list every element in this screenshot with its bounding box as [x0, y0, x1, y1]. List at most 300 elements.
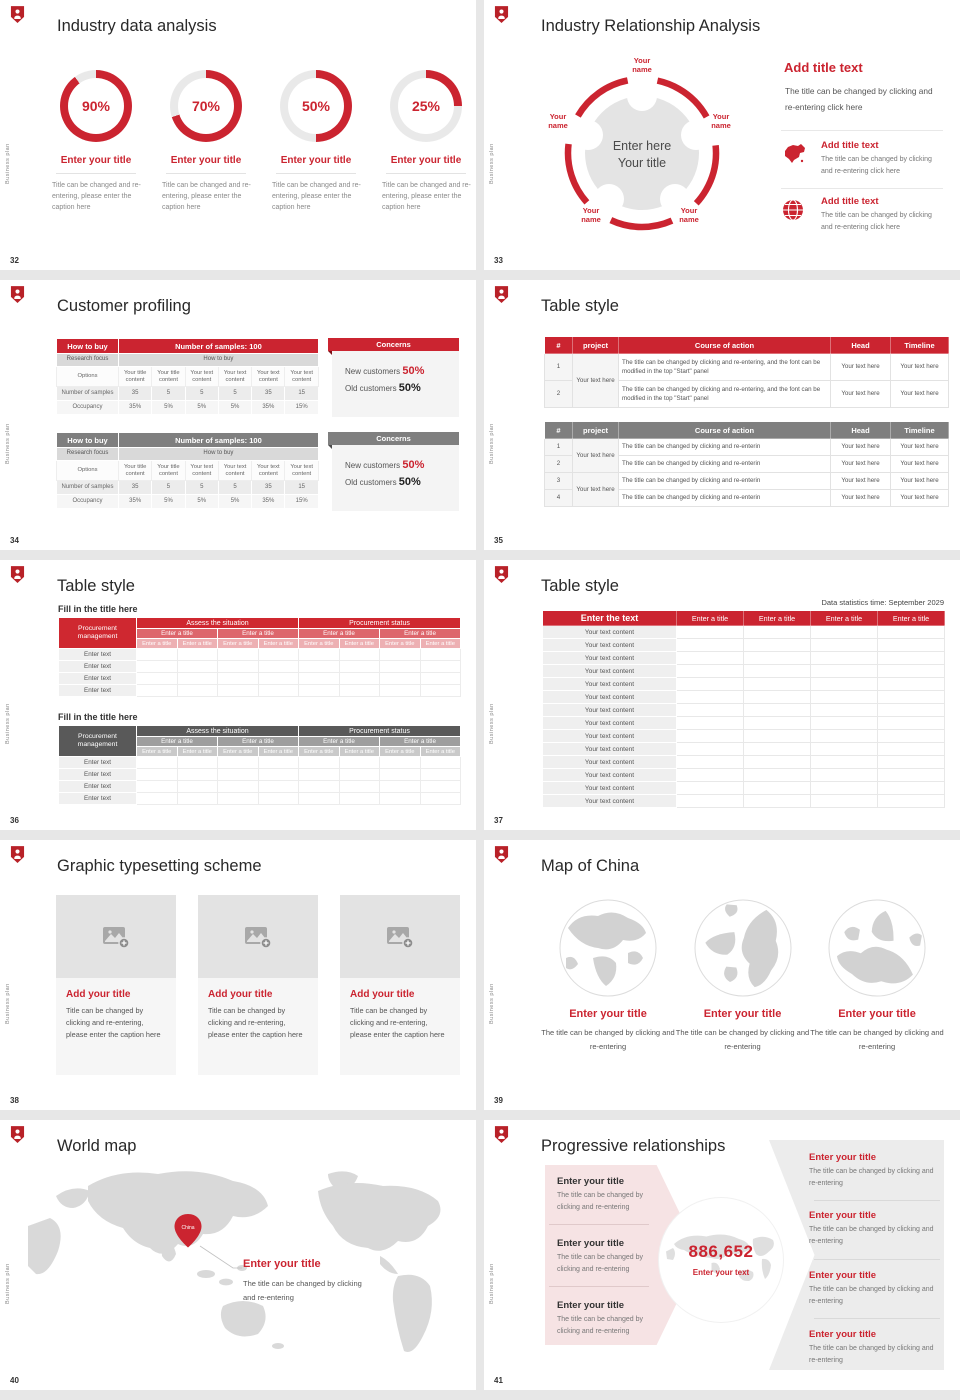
- empty-cell: [380, 769, 421, 781]
- empty-cell: [677, 730, 744, 743]
- head-cell: Your text here: [831, 439, 891, 456]
- empty-cell: [137, 661, 178, 673]
- empty-cell: [878, 743, 945, 756]
- pin-label: China: [181, 1225, 195, 1231]
- empty-cell: [878, 756, 945, 769]
- slide-40-world-map[interactable]: [0, 1120, 476, 1390]
- table-cell: 5%: [218, 495, 251, 509]
- column-header: Timeline: [891, 422, 949, 439]
- slide-35-table-style[interactable]: [484, 280, 960, 550]
- right-item: [809, 1210, 941, 1248]
- shield-logo-icon: [10, 565, 25, 584]
- item-title: Enter your title: [557, 1176, 625, 1187]
- sub-header: Enter a title: [380, 629, 461, 639]
- section-label: Fill in the title here: [58, 712, 138, 722]
- table-cell: Your text content: [218, 367, 251, 387]
- row-number: 3: [545, 473, 573, 490]
- table-cell: 5: [218, 481, 251, 495]
- donut-title: Enter your title: [60, 155, 132, 166]
- empty-cell: [339, 661, 380, 673]
- table-cell: 35%: [252, 495, 285, 509]
- timeline-cell: Your text here: [891, 381, 949, 408]
- empty-cell: [380, 757, 421, 769]
- image-placeholder-icon: [244, 925, 272, 949]
- slide-38-graphic-typesetting[interactable]: [0, 840, 476, 1110]
- item-caption: The title can be changed by clicking and re-entering: [557, 1316, 644, 1335]
- empty-cell: [420, 757, 461, 769]
- row-label: Enter text: [59, 685, 137, 697]
- slide-number: 41: [494, 1376, 503, 1385]
- donut-item: [158, 70, 254, 214]
- empty-cell: [177, 757, 218, 769]
- empty-cell: [137, 685, 178, 697]
- slide-37-table-style[interactable]: [484, 560, 960, 830]
- row-label: Your text content: [543, 665, 677, 678]
- image-placeholder-icon: [102, 925, 130, 949]
- callout-caption: The title can be changed by clicking and re-entering: [243, 1279, 362, 1303]
- item-caption: The title can be changed by clicking and re-entering: [557, 1254, 644, 1273]
- divider: [781, 130, 943, 131]
- table-cell: How to buy: [119, 354, 319, 367]
- empty-cell: [299, 685, 340, 697]
- sidebar-vertical-text: Business plan: [5, 983, 11, 1024]
- slide-title: World map: [57, 1137, 137, 1155]
- profiling-table-gray: [56, 432, 319, 509]
- table-cell: 5%: [185, 495, 218, 509]
- item-caption: The title can be changed by clicking and re-entering: [675, 1028, 810, 1052]
- left-item: [557, 1300, 659, 1338]
- left-item: [557, 1176, 659, 1214]
- data-statistics-note: Data statistics time: September 2029: [821, 598, 944, 607]
- empty-cell: [299, 661, 340, 673]
- donut-title: Enter your title: [170, 155, 242, 166]
- divider: [549, 1286, 649, 1287]
- table-cell: 15%: [285, 401, 318, 415]
- slide-title: Industry data analysis: [57, 17, 217, 35]
- empty-cell: [677, 652, 744, 665]
- table-cell: 15: [285, 387, 318, 401]
- divider: [814, 1259, 940, 1260]
- table-cell: 35: [252, 481, 285, 495]
- row-label: Research focus: [57, 354, 119, 367]
- empty-cell: [258, 673, 299, 685]
- empty-cell: [380, 673, 421, 685]
- empty-cell: [677, 678, 744, 691]
- table-corner: How to buy: [57, 339, 119, 354]
- empty-cell: [677, 743, 744, 756]
- empty-cell: [677, 756, 744, 769]
- panel-item-title: Add title text: [821, 140, 879, 151]
- empty-cell: [878, 665, 945, 678]
- action-cell: The title can be changed by clicking and re-entering, and the font can be modified in the top "Start" panel: [619, 354, 831, 381]
- slide-41-progressive-relationships[interactable]: [484, 1120, 960, 1390]
- divider: [549, 1224, 649, 1225]
- empty-cell: [811, 782, 878, 795]
- table-cell: 35%: [119, 495, 152, 509]
- donut-row: [48, 70, 474, 214]
- empty-cell: [299, 673, 340, 685]
- divider: [814, 1318, 940, 1319]
- divider: [781, 188, 943, 189]
- image-placeholder[interactable]: [340, 895, 460, 978]
- item-caption: The title can be changed by clicking and re-entering: [810, 1028, 944, 1052]
- column-header: Enter a title: [299, 747, 340, 757]
- slide-number: 34: [10, 536, 19, 545]
- divider: [56, 173, 136, 174]
- slide-33-industry-relationship-analysis[interactable]: [484, 0, 960, 270]
- item-caption: The title can be changed by clicking and re-entering: [541, 1028, 675, 1052]
- right-item: [809, 1270, 941, 1308]
- table-cell: 5: [185, 481, 218, 495]
- empty-cell: [218, 757, 259, 769]
- empty-cell: [218, 781, 259, 793]
- empty-cell: [339, 769, 380, 781]
- globe-item: [538, 1008, 678, 1055]
- donut-chart: [280, 70, 352, 142]
- empty-cell: [420, 661, 461, 673]
- concerns-line: New customers 50%: [345, 365, 425, 377]
- item-title: Enter your title: [557, 1238, 625, 1249]
- empty-cell: [177, 793, 218, 805]
- column-header: Enter a title: [177, 747, 218, 757]
- project-cell: Your text here: [573, 473, 619, 507]
- globe: [827, 898, 927, 1003]
- shield-logo-icon: [494, 1125, 509, 1144]
- table-cell: 35: [119, 481, 152, 495]
- slide-title: Table style: [541, 297, 619, 315]
- row-label: Enter text: [59, 661, 137, 673]
- empty-cell: [137, 769, 178, 781]
- item-caption: The title can be changed by clicking and re-entering: [809, 1345, 934, 1364]
- column-header: Course of action: [619, 337, 831, 354]
- row-label: Your text content: [543, 730, 677, 743]
- row-label: Your text content: [543, 795, 677, 808]
- row-label: Research focus: [57, 448, 119, 461]
- column-header: project: [573, 337, 619, 354]
- empty-cell: [811, 691, 878, 704]
- callout-title: Enter your title: [243, 1258, 321, 1270]
- card-row: [56, 895, 460, 1075]
- empty-cell: [177, 649, 218, 661]
- donut-chart: [170, 70, 242, 142]
- slide-34-customer-profiling[interactable]: [0, 280, 476, 550]
- table-corner: Enter the text: [543, 611, 677, 626]
- group-header: Procurement status: [299, 726, 461, 737]
- slide-title: Table style: [57, 577, 135, 595]
- sub-header: Enter a title: [299, 737, 380, 747]
- table-cell: 5%: [152, 401, 185, 415]
- head-cell: Your text here: [831, 456, 891, 473]
- sidebar-vertical-text: Business plan: [489, 423, 495, 464]
- empty-cell: [811, 717, 878, 730]
- empty-cell: [137, 649, 178, 661]
- table-cell: 15%: [285, 495, 318, 509]
- shield-logo-icon: [10, 285, 25, 304]
- table-cell: 5%: [218, 401, 251, 415]
- column-header: #: [545, 337, 573, 354]
- column-header: Enter a title: [137, 639, 178, 649]
- slide-number: 38: [10, 1096, 19, 1105]
- empty-cell: [744, 665, 811, 678]
- diagram-center-text: Enter here Your title: [612, 139, 672, 170]
- concerns-line: Old customers 50%: [345, 476, 421, 488]
- table-cell: 5%: [152, 495, 185, 509]
- empty-cell: [811, 730, 878, 743]
- table-cell: 35%: [119, 401, 152, 415]
- table-corner: Procurement management: [59, 618, 137, 649]
- donut-caption: Title can be changed and re-entering, please enter the caption here: [52, 182, 141, 212]
- table-cell: 5: [185, 387, 218, 401]
- center-circle: [659, 1198, 783, 1322]
- empty-cell: [744, 678, 811, 691]
- data-table: [542, 610, 945, 808]
- empty-cell: [811, 626, 878, 639]
- donut-percent: 70%: [191, 98, 221, 114]
- empty-cell: [177, 673, 218, 685]
- timeline-cell: Your text here: [891, 456, 949, 473]
- slide-number: 40: [10, 1376, 19, 1385]
- column-header: Head: [831, 337, 891, 354]
- empty-cell: [878, 782, 945, 795]
- right-item: [809, 1329, 941, 1367]
- image-placeholder[interactable]: [56, 895, 176, 978]
- table-cell: Your text content: [252, 461, 285, 481]
- empty-cell: [811, 678, 878, 691]
- empty-cell: [380, 649, 421, 661]
- empty-cell: [744, 639, 811, 652]
- empty-cell: [218, 769, 259, 781]
- globe-graphic: [693, 898, 793, 998]
- column-header: project: [573, 422, 619, 439]
- empty-cell: [218, 649, 259, 661]
- image-placeholder[interactable]: [198, 895, 318, 978]
- table-cell: Your text content: [185, 367, 218, 387]
- sub-header: Enter a title: [218, 737, 299, 747]
- empty-cell: [137, 757, 178, 769]
- table-cell: 35: [252, 387, 285, 401]
- column-header: Enter a title: [177, 639, 218, 649]
- empty-cell: [218, 661, 259, 673]
- row-label: Your text content: [543, 756, 677, 769]
- timeline-cell: Your text here: [891, 473, 949, 490]
- row-label: Number of samples: [57, 387, 119, 401]
- empty-cell: [744, 795, 811, 808]
- empty-cell: [677, 795, 744, 808]
- action-cell: The title can be changed by clicking and re-enterin: [619, 439, 831, 456]
- empty-cell: [677, 704, 744, 717]
- item-title: Enter your title: [809, 1270, 877, 1281]
- empty-cell: [420, 685, 461, 697]
- table-cell: Your title content: [152, 367, 185, 387]
- slide-title: Graphic typesetting scheme: [57, 857, 262, 875]
- slide-39-map-of-china[interactable]: [484, 840, 960, 1110]
- concerns-ribbon: Concerns: [328, 338, 459, 351]
- table-header: Number of samples: 100: [119, 433, 319, 448]
- action-cell: The title can be changed by clicking and re-enterin: [619, 473, 831, 490]
- empty-cell: [339, 673, 380, 685]
- empty-cell: [878, 691, 945, 704]
- sub-header: Enter a title: [137, 737, 218, 747]
- right-item: [809, 1152, 941, 1190]
- empty-cell: [420, 673, 461, 685]
- divider: [166, 173, 246, 174]
- row-number: 2: [545, 456, 573, 473]
- slide-title: Map of China: [541, 857, 640, 875]
- empty-cell: [744, 652, 811, 665]
- empty-cell: [811, 639, 878, 652]
- empty-cell: [878, 795, 945, 808]
- card-caption: Title can be changed by clicking and re-entering, please enter the caption here: [208, 1006, 303, 1040]
- donut-percent: 25%: [411, 98, 441, 114]
- donut-item: [378, 70, 474, 214]
- sub-header: Enter a title: [299, 629, 380, 639]
- empty-cell: [811, 704, 878, 717]
- slide-number: 33: [494, 256, 503, 265]
- row-label: Options: [57, 461, 119, 481]
- table-cell: 5%: [185, 401, 218, 415]
- image-placeholder-icon: [386, 925, 414, 949]
- empty-cell: [258, 781, 299, 793]
- empty-cell: [299, 793, 340, 805]
- table-cell: Your title content: [119, 461, 152, 481]
- panel-item: [781, 140, 945, 178]
- sub-header: Enter a title: [137, 629, 218, 639]
- item-title: Enter your title: [809, 1210, 877, 1221]
- table-cell: 35%: [252, 401, 285, 415]
- china-map-icon: [781, 142, 809, 166]
- empty-cell: [339, 781, 380, 793]
- shield-logo-icon: [10, 1125, 25, 1144]
- action-cell: The title can be changed by clicking and re-entering, and the font can be modified in the top "Start" panel: [619, 381, 831, 408]
- empty-cell: [258, 649, 299, 661]
- concerns-ribbon: Concerns: [328, 432, 459, 445]
- empty-cell: [677, 717, 744, 730]
- empty-cell: [744, 717, 811, 730]
- row-label: Enter text: [59, 793, 137, 805]
- shield-logo-icon: [10, 845, 25, 864]
- globe: [558, 898, 658, 1003]
- column-header: Enter a title: [218, 747, 259, 757]
- empty-cell: [878, 639, 945, 652]
- shield-logo-icon: [494, 845, 509, 864]
- empty-cell: [878, 769, 945, 782]
- empty-cell: [339, 649, 380, 661]
- empty-cell: [811, 795, 878, 808]
- empty-cell: [339, 685, 380, 697]
- empty-cell: [299, 769, 340, 781]
- head-cell: Your text here: [831, 490, 891, 507]
- empty-cell: [811, 652, 878, 665]
- procurement-table-gray: [58, 725, 461, 805]
- table-cell: 15: [285, 481, 318, 495]
- row-label: Your text content: [543, 782, 677, 795]
- donut-title: Enter your title: [390, 155, 462, 166]
- empty-cell: [299, 649, 340, 661]
- column-header: Enter a title: [218, 639, 259, 649]
- globe-item: [673, 1008, 813, 1055]
- slide-number: 37: [494, 816, 503, 825]
- empty-cell: [258, 757, 299, 769]
- empty-cell: [878, 717, 945, 730]
- empty-cell: [137, 673, 178, 685]
- empty-cell: [258, 769, 299, 781]
- table-cell: Your text content: [252, 367, 285, 387]
- head-cell: Your text here: [831, 473, 891, 490]
- column-header: Enter a title: [878, 611, 945, 626]
- item-title: Enter your title: [838, 1008, 916, 1020]
- procurement-table-red: [58, 617, 461, 697]
- empty-cell: [677, 626, 744, 639]
- center-label: Enter your text: [692, 1268, 750, 1277]
- empty-cell: [339, 757, 380, 769]
- row-number: 1: [545, 354, 573, 381]
- sidebar-vertical-text: Business plan: [5, 143, 11, 184]
- column-header: Enter a title: [339, 639, 380, 649]
- empty-cell: [744, 626, 811, 639]
- slide-number: 32: [10, 256, 19, 265]
- table-cell: Your text content: [185, 461, 218, 481]
- empty-cell: [380, 685, 421, 697]
- empty-cell: [878, 626, 945, 639]
- empty-cell: [744, 730, 811, 743]
- sidebar-vertical-text: Business plan: [5, 423, 11, 464]
- sidebar-vertical-text: Business plan: [489, 983, 495, 1024]
- empty-cell: [137, 793, 178, 805]
- empty-cell: [744, 782, 811, 795]
- image-card: [56, 895, 176, 1075]
- panel-item-text: The title can be changed by clicking and re-entering click here: [821, 156, 932, 175]
- row-label: Your text content: [543, 717, 677, 730]
- empty-cell: [878, 730, 945, 743]
- column-header: Enter a title: [299, 639, 340, 649]
- node-label: Your name: [711, 112, 731, 130]
- slide-32-industry-data-analysis[interactable]: [0, 0, 476, 270]
- section-label: Fill in the title here: [58, 604, 138, 614]
- row-label: Your text content: [543, 704, 677, 717]
- empty-cell: [878, 678, 945, 691]
- globe-item: [807, 1008, 947, 1055]
- slide-number: 36: [10, 816, 19, 825]
- panel-item-title: Add title text: [821, 196, 879, 207]
- table-cell: 5: [152, 387, 185, 401]
- slide-36-table-style[interactable]: [0, 560, 476, 830]
- slide-number: 35: [494, 536, 503, 545]
- table-header: Number of samples: 100: [119, 339, 319, 354]
- project-cell: Your text here: [573, 439, 619, 473]
- empty-cell: [878, 704, 945, 717]
- table-style-gray: [544, 421, 949, 507]
- empty-cell: [811, 756, 878, 769]
- column-header: Timeline: [891, 337, 949, 354]
- empty-cell: [677, 769, 744, 782]
- column-header: Enter a title: [380, 747, 421, 757]
- donut-title: Enter your title: [280, 155, 352, 166]
- item-title: Enter your title: [557, 1300, 625, 1311]
- table-cell: Your text content: [285, 367, 318, 387]
- panel-heading: Add title text: [784, 60, 863, 75]
- empty-cell: [677, 665, 744, 678]
- empty-cell: [380, 781, 421, 793]
- empty-cell: [339, 793, 380, 805]
- donut-item: [48, 70, 144, 214]
- table-cell: 5: [218, 387, 251, 401]
- node-label: Your name: [632, 56, 652, 74]
- column-header: Head: [831, 422, 891, 439]
- row-label: Occupancy: [57, 495, 119, 509]
- empty-cell: [878, 652, 945, 665]
- shield-logo-icon: [494, 5, 509, 24]
- row-number: 1: [545, 439, 573, 456]
